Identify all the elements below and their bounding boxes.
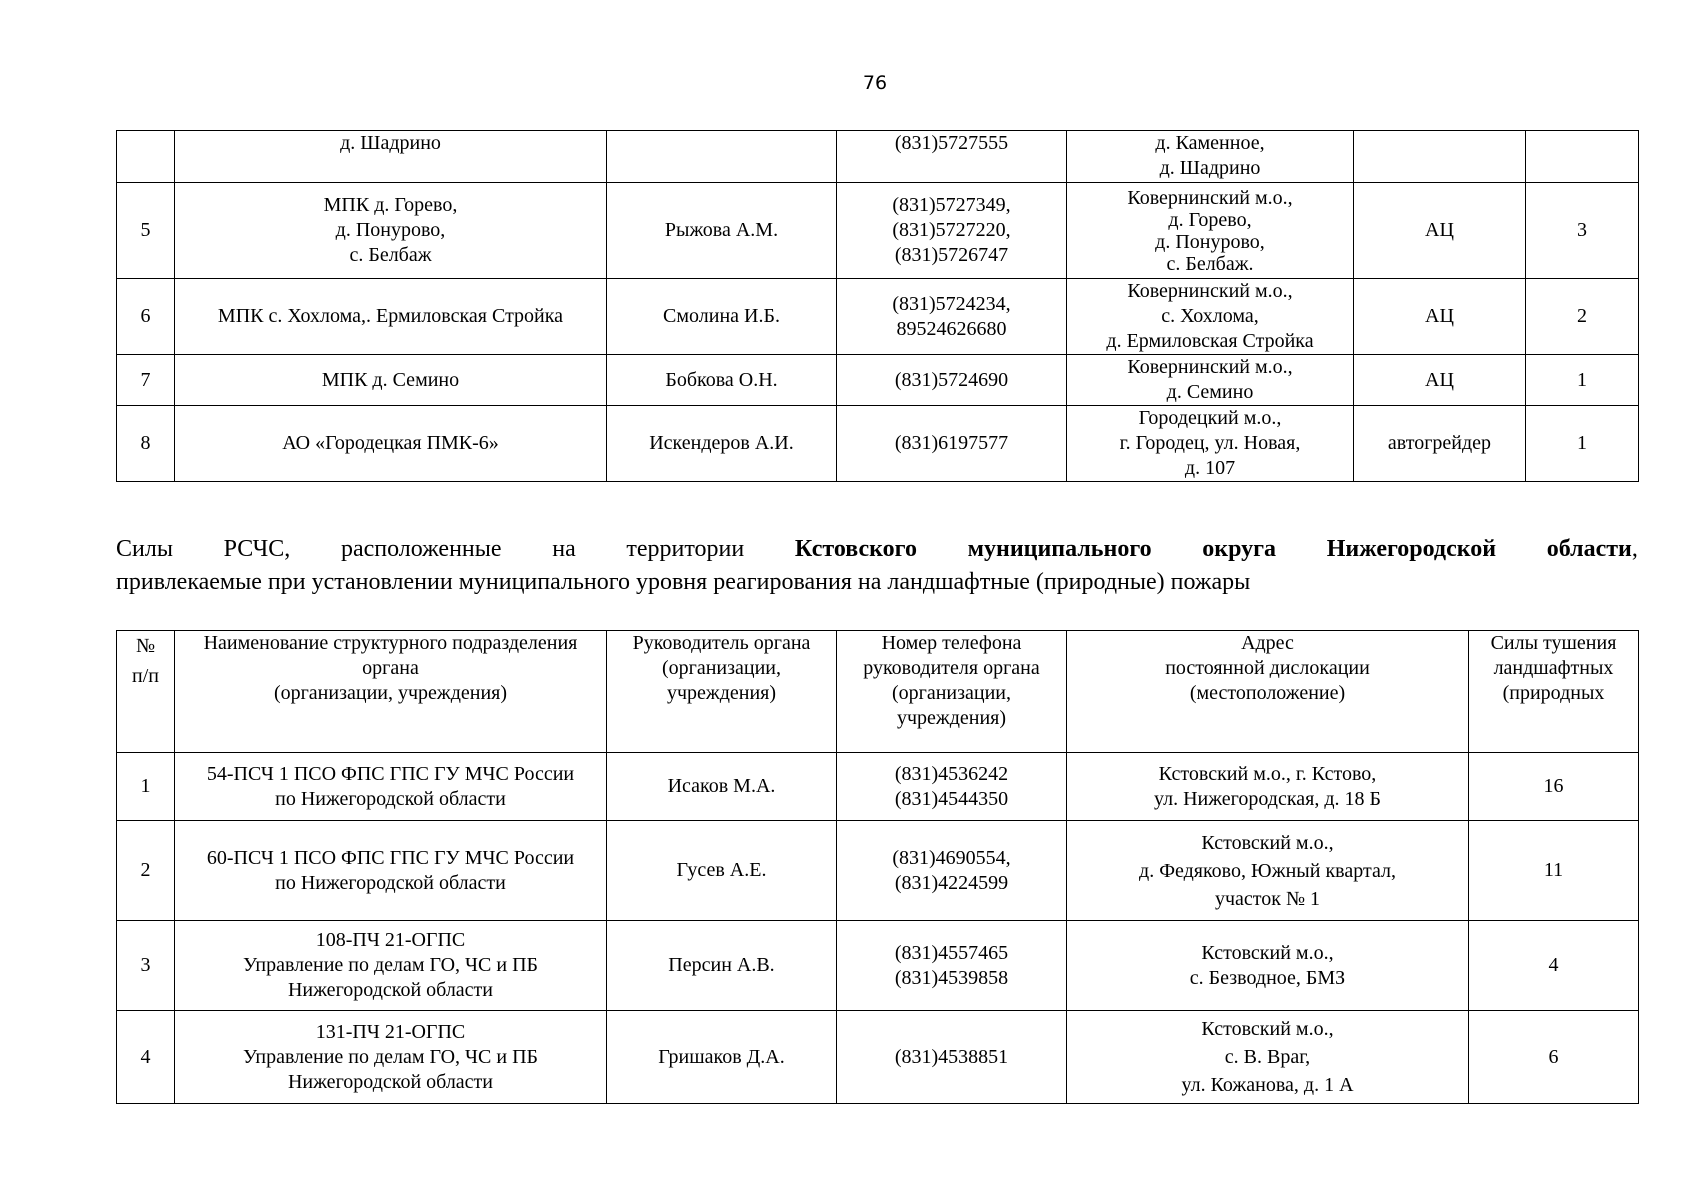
header-num-line: п/п: [132, 665, 159, 687]
head-name: [607, 279, 837, 355]
unit-count: 3: [1526, 183, 1639, 279]
heading-word: РСЧС,: [223, 536, 291, 562]
row-number: 5: [117, 183, 175, 279]
address-line: д. Каменное,: [1155, 132, 1265, 154]
heading-bold-text: Нижегородской: [1326, 536, 1497, 562]
head-name: [607, 131, 837, 183]
head-name-line: Бобкова О.Н.: [665, 368, 778, 391]
phone-number-line: (831)5724690: [894, 368, 1009, 391]
heading-word: на: [552, 536, 576, 562]
forces-count: 4: [1469, 921, 1639, 1011]
phone-number-line: (831)4539858: [894, 966, 1009, 989]
phone-number: [837, 355, 1067, 406]
table-row: [117, 753, 1639, 821]
row-number: 8: [117, 406, 175, 482]
header-num: [117, 631, 175, 753]
address-line: ул. Нижегородская, д. 18 Б: [1153, 787, 1381, 810]
unit-name: [175, 821, 607, 921]
row-number: 2: [117, 821, 175, 921]
header-num-line: №: [135, 635, 156, 657]
unit-name-line: 60-ПСЧ 1 ПСО ФПС ГПС ГУ МЧС России: [206, 846, 575, 869]
unit-name-line: 108-ПЧ 21-ОГПС: [315, 929, 466, 951]
phone-number-line: (831)4224599: [894, 871, 1009, 894]
address: [1067, 753, 1469, 821]
phone-number: [837, 753, 1067, 821]
unit-count: [1526, 131, 1639, 183]
unit-name-line: с. Белбаж: [349, 244, 432, 266]
address: [1067, 279, 1354, 355]
row-number: [117, 131, 175, 183]
heading-bold-word: [795, 533, 917, 566]
address-line: Кстовский м.о.,: [1201, 1018, 1334, 1040]
table-row: [117, 921, 1639, 1011]
page-number: 76: [862, 72, 888, 94]
phone-number-line: (831)6197577: [894, 432, 1009, 454]
address-line: Ковернинский м.о.,: [1127, 186, 1293, 209]
address-line: Ковернинский м.о.,: [1127, 280, 1293, 302]
phone-number-line: (831)4536242: [894, 762, 1009, 785]
unit-count: 1: [1526, 406, 1639, 482]
heading-bold-text: муниципального: [967, 536, 1152, 562]
address-line: д. Понурово,: [1155, 230, 1265, 253]
heading-comma: ,: [1631, 536, 1638, 562]
equipment: АЦ: [1354, 279, 1526, 355]
phone-number-line: (831)5726747: [894, 244, 1009, 266]
address-line: Ковернинский м.о.,: [1127, 356, 1293, 378]
address-line: с. Безводное, БМЗ: [1189, 966, 1346, 989]
header-forces: [1469, 631, 1639, 753]
phone-number-line: (831)4557465: [894, 941, 1009, 964]
row-number: 3: [117, 921, 175, 1011]
table-row: [117, 406, 1639, 482]
heading-word: Силы: [116, 536, 173, 562]
address: [1067, 355, 1354, 406]
phone-number-line: (831)5727349,: [892, 194, 1011, 216]
row-number: 6: [117, 279, 175, 355]
header-unit-name-line: Наименование структурного подразделения: [203, 632, 578, 654]
address: [1067, 821, 1469, 921]
header-phone-line: учреждения): [896, 707, 1007, 729]
table-row: [117, 821, 1639, 921]
unit-name-line: Нижегородской области: [287, 979, 494, 1001]
header-phone: [837, 631, 1067, 753]
header-forces-line: ландшафтных: [1493, 657, 1614, 679]
phone-number-line: (831)4690554,: [892, 846, 1011, 869]
unit-name: [175, 355, 607, 406]
unit-name-line: 54-ПСЧ 1 ПСО ФПС ГПС ГУ МЧС России: [206, 762, 575, 785]
row-number: 4: [117, 1011, 175, 1104]
address: [1067, 183, 1354, 279]
section-heading-line-2: привлекаемые при установлении муниципального уровня реагирования на ландшафтные (природные) пожары: [116, 569, 1251, 595]
unit-name: [175, 279, 607, 355]
address-line: д. Шадрино: [1159, 157, 1261, 179]
heading-bold-text: округа: [1202, 536, 1277, 562]
unit-name-line: Управление по делам ГО, ЧС и ПБ: [242, 954, 539, 976]
kstovo-forces-table: [116, 630, 1639, 1104]
forces-count: 11: [1469, 821, 1639, 921]
head-name: [607, 183, 837, 279]
address-line: д. Горево,: [1168, 208, 1252, 231]
unit-name-line: Нижегородской области: [287, 1070, 494, 1093]
header-phone-line: (организации,: [891, 682, 1012, 704]
header-forces-line: Силы тушения: [1490, 632, 1617, 654]
header-unit-name-line: органа: [362, 657, 419, 679]
forces-count: 6: [1469, 1011, 1639, 1104]
heading-word: расположенные: [340, 536, 502, 562]
header-address-line: Адрес: [1241, 632, 1294, 654]
heading-bold-word: [1327, 533, 1496, 566]
phone-number: [837, 1011, 1067, 1104]
header-phone-line: руководителя органа: [863, 657, 1040, 679]
equipment: [1354, 131, 1526, 183]
phone-number-line: (831)5727220,: [892, 219, 1011, 241]
header-unit-name: [175, 631, 607, 753]
heading-bold-text: Кстовского: [794, 536, 917, 562]
header-head: [607, 631, 837, 753]
heading-word: территории: [626, 536, 745, 562]
head-name: [607, 821, 837, 921]
header-head-line: (организации,: [661, 657, 782, 679]
table-header-row: [117, 631, 1639, 753]
table-row: [117, 131, 1639, 183]
head-name-line: Исаков М.А.: [667, 775, 776, 797]
address-line: д. Семино: [1166, 381, 1254, 403]
row-number: 7: [117, 355, 175, 406]
phone-number-line: (831)4538851: [894, 1045, 1009, 1068]
header-phone-line: Номер телефона: [881, 632, 1022, 654]
unit-name-line: по Нижегородской области: [275, 787, 506, 810]
head-name-line: Гусев А.Е.: [676, 859, 767, 881]
address-line: Кстовский м.о.,: [1201, 831, 1334, 854]
unit-name-line: по Нижегородской области: [275, 871, 506, 894]
unit-name-line: МПК д. Семино: [321, 368, 460, 391]
forces-count: 16: [1469, 753, 1639, 821]
header-head-line: Руководитель органа: [632, 632, 811, 654]
heading-bold-text: области: [1546, 536, 1632, 562]
units-table-continued: [116, 130, 1639, 482]
unit-name: [175, 406, 607, 482]
address-line: г. Городец, ул. Новая,: [1119, 432, 1301, 454]
heading-bold-word: [1547, 533, 1638, 566]
phone-number: [837, 821, 1067, 921]
unit-name: [175, 1011, 607, 1104]
heading-bold-word: [1202, 533, 1276, 566]
head-name: [607, 921, 837, 1011]
head-name-line: Рыжова А.М.: [664, 219, 779, 241]
unit-name: [175, 131, 607, 183]
phone-number: [837, 921, 1067, 1011]
address-line: Кстовский м.о.,: [1201, 941, 1334, 964]
address-line: Кстовский м.о., г. Кстово,: [1158, 762, 1377, 785]
header-unit-name-line: (организации, учреждения): [273, 682, 508, 704]
phone-number-line: 89524626680: [896, 317, 1007, 340]
address-line: Городецкий м.о.,: [1138, 407, 1282, 429]
equipment: АЦ: [1354, 355, 1526, 406]
phone-number: [837, 406, 1067, 482]
address: [1067, 921, 1469, 1011]
unit-name-line: МПК с. Хохлома,. Ермиловская Стройка: [217, 305, 564, 327]
address-line: д. Федяково, Южный квартал,: [1139, 859, 1396, 882]
phone-number: [837, 279, 1067, 355]
head-name: [607, 355, 837, 406]
head-name-line: Гришаков Д.А.: [658, 1045, 785, 1068]
unit-count: 1: [1526, 355, 1639, 406]
address: [1067, 406, 1354, 482]
unit-name: [175, 753, 607, 821]
head-name-line: Персин А.В.: [668, 954, 775, 976]
head-name-line: Искендеров А.И.: [649, 432, 794, 454]
address: [1067, 131, 1354, 183]
heading-bold-word: [968, 533, 1152, 566]
unit-name-line: АО «Городецкая ПМК-6»: [282, 432, 499, 454]
phone-number: [837, 131, 1067, 183]
phone-number: [837, 183, 1067, 279]
table-row: [117, 279, 1639, 355]
table-row: [117, 355, 1639, 406]
address-line: д. 107: [1184, 457, 1236, 479]
phone-number-line: (831)4544350: [894, 787, 1009, 810]
header-forces-line: (природных: [1502, 682, 1605, 704]
unit-name-line: МПК д. Горево,: [323, 194, 458, 216]
header-address-line: (местоположение): [1189, 682, 1346, 704]
unit-name-line: д. Шадрино: [340, 132, 441, 154]
header-address: [1067, 631, 1469, 753]
address-line: участок № 1: [1214, 887, 1321, 910]
address-line: с. Белбаж.: [1166, 252, 1254, 275]
unit-name: [175, 183, 607, 279]
unit-name-line: д. Понурово,: [335, 219, 446, 241]
unit-count: 2: [1526, 279, 1639, 355]
equipment: автогрейдер: [1354, 406, 1526, 482]
address-line: с. Хохлома,: [1161, 305, 1259, 327]
unit-name-line: Управление по делам ГО, ЧС и ПБ: [242, 1045, 539, 1068]
table-row: [117, 1011, 1639, 1104]
head-name: [607, 406, 837, 482]
phone-number-line: (831)5727555: [894, 132, 1009, 154]
phone-number-line: (831)5724234,: [892, 292, 1011, 315]
address-line: с. В. Враг,: [1224, 1046, 1311, 1068]
section-heading-line-1: [116, 533, 1638, 566]
head-name-line: Смолина И.Б.: [663, 305, 780, 327]
unit-name-line: 131-ПЧ 21-ОГПС: [315, 1020, 466, 1043]
address: [1067, 1011, 1469, 1104]
head-name: [607, 753, 837, 821]
header-head-line: учреждения): [666, 682, 777, 704]
unit-name: [175, 921, 607, 1011]
equipment: АЦ: [1354, 183, 1526, 279]
table-row: [117, 183, 1639, 279]
address-line: д. Ермиловская Стройка: [1106, 330, 1314, 352]
section-heading: [116, 533, 1638, 599]
header-address-line: постоянной дислокации: [1165, 657, 1370, 679]
head-name: [607, 1011, 837, 1104]
address-line: ул. Кожанова, д. 1 А: [1181, 1074, 1354, 1096]
row-number: 1: [117, 753, 175, 821]
